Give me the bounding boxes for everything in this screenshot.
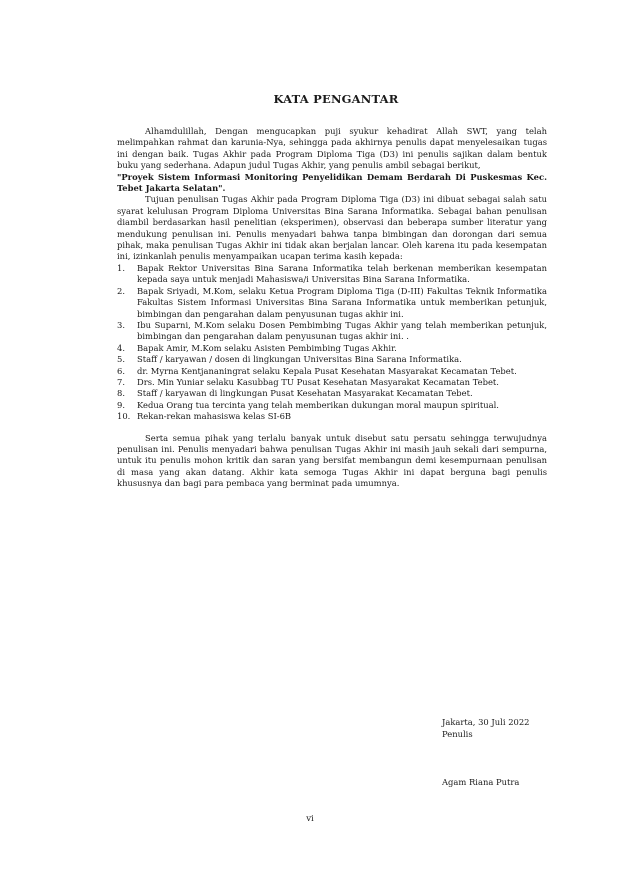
list-number: 1.	[117, 262, 125, 273]
signature-role: Penulis	[442, 729, 473, 739]
list-text: dr. Myrna Kentjananingrat selaku Kepala Pusat Kesehatan Masyarakat Kecamatan Tebet.	[137, 365, 517, 376]
list-number: 4.	[117, 342, 125, 353]
project-title: "Proyek Sistem Informasi Monitoring Penyelidikan Demam Berdarah Di Puskesmas Kec. Tebet Jakarta Selatan".	[117, 171, 547, 194]
list-number: 5.	[117, 354, 125, 365]
list-text: Ibu Suparni, M.Kom selaku Dosen Pembimbing Tugas Akhir yang telah memberikan petunjuk, bimbingan dan pengarahan dalam penyusunan tugas akhir ini. .	[137, 319, 547, 342]
list-text: Rekan-rekan mahasiswa kelas SI-6B	[137, 411, 292, 422]
list-text: Bapak Amir, M.Kom selaku Asisten Pembimbing Tugas Akhir.	[137, 342, 397, 353]
document-body	[117, 92, 547, 490]
list-item	[117, 411, 547, 422]
list-text: Staff / karyawan / dosen di lingkungan Universitas Bina Sarana Informatika.	[137, 354, 462, 365]
list-item	[117, 377, 547, 388]
signature-place-date: Jakarta, 30 Juli 2022	[442, 717, 530, 727]
closing-paragraph: Serta semua pihak yang terlalu banyak untuk disebut satu persatu sehingga terwujudnya penulisan ini. Penulis menyadari bahwa penulisan Tugas Akhir ini masih jauh sekali dari sempurna, untuk itu penulis mohon kritik dan saran yang bersifat membangun demi kesempurnaan penulisan di masa yang akan datang. Akhir kata semoga Tugas Akhir ini dapat berguna bagi penulis khususnya dan bagi para pembaca yang berminat pada umumnya.	[117, 432, 547, 489]
list-text: Bapak Sriyadi, M.Kom, selaku Ketua Program Diploma Tiga (D-III) Fakultas Teknik Informatika Fakultas Sistem Informasi Universitas Bina Sarana Informatika untuk memberikan petunjuk, bimbingan dan pengarahan dalam penyusunan tugas akhir ini.	[137, 285, 547, 319]
list-item	[117, 286, 547, 320]
list-item	[117, 400, 547, 411]
list-number: 3.	[117, 319, 125, 330]
purpose-paragraph: Tujuan penulisan Tugas Akhir pada Program Diploma Tiga (D3) ini dibuat sebagai salah satu syarat kelulusan Program Diploma Universitas Bina Sarana Informatika. Sebagai bahan penulisan diambil berdasarkan hasil penelitian (eksperimen), observasi dan beberapa sumber literatur yang mendukung penulisan ini. Penulis menyadari bahwa tanpa bimbingan dan dorongan dari semua pihak, maka penulisan Tugas Akhir ini tidak akan berjalan lancar. Oleh karena itu pada kesempatan ini, izinkanlah penulis menyampaikan ucapan terima kasih kepada:	[117, 194, 547, 262]
intro-paragraph: Alhamdulillah, Dengan mengucapkan puji syukur kehadirat Allah SWT, yang telah melimpahkan rahmat dan karunia-Nya, sehingga pada akhirnya penulis dapat menyelesaikan tugas ini dengan baik. Tugas Akhir pada Program Diploma Tiga (D3) ini penulis sajikan dalam bentuk buku yang sederhana. Adapun judul Tugas Akhir, yang penulis ambil sebagai berikut,	[117, 126, 547, 171]
list-number: 2.	[117, 285, 125, 296]
page-title: KATA PENGANTAR	[273, 92, 399, 106]
list-text: Bapak Rektor Universitas Bina Sarana Informatika telah berkenan memberikan kesempatan kepada saya untuk menjadi Mahasiswa/i Universitas Bina Sarana Informatika.	[137, 262, 547, 285]
signature-name: Agam Riana Putra	[442, 777, 520, 787]
list-text: Staff / karyawan di lingkungan Pusat Kesehatan Masyarakat Kecamatan Tebet.	[137, 388, 473, 399]
list-text: Kedua Orang tua tercinta yang telah memberikan dukungan moral maupun spiritual.	[137, 399, 499, 410]
list-number: 6.	[117, 365, 125, 376]
list-item	[117, 263, 547, 286]
page-number: vi	[306, 814, 314, 824]
list-number: 10.	[117, 411, 131, 422]
list-item	[117, 366, 547, 377]
list-number: 7.	[117, 376, 125, 387]
list-item	[117, 388, 547, 399]
list-item	[117, 320, 547, 343]
list-number: 9.	[117, 399, 125, 410]
list-item	[117, 343, 547, 354]
list-number: 8.	[117, 388, 125, 399]
list-text: Drs. Min Yuniar selaku Kasubbag TU Pusat Kesehatan Masyarakat Kecamatan Tebet.	[137, 376, 499, 387]
list-item	[117, 354, 547, 365]
acknowledgement-list	[117, 263, 547, 423]
